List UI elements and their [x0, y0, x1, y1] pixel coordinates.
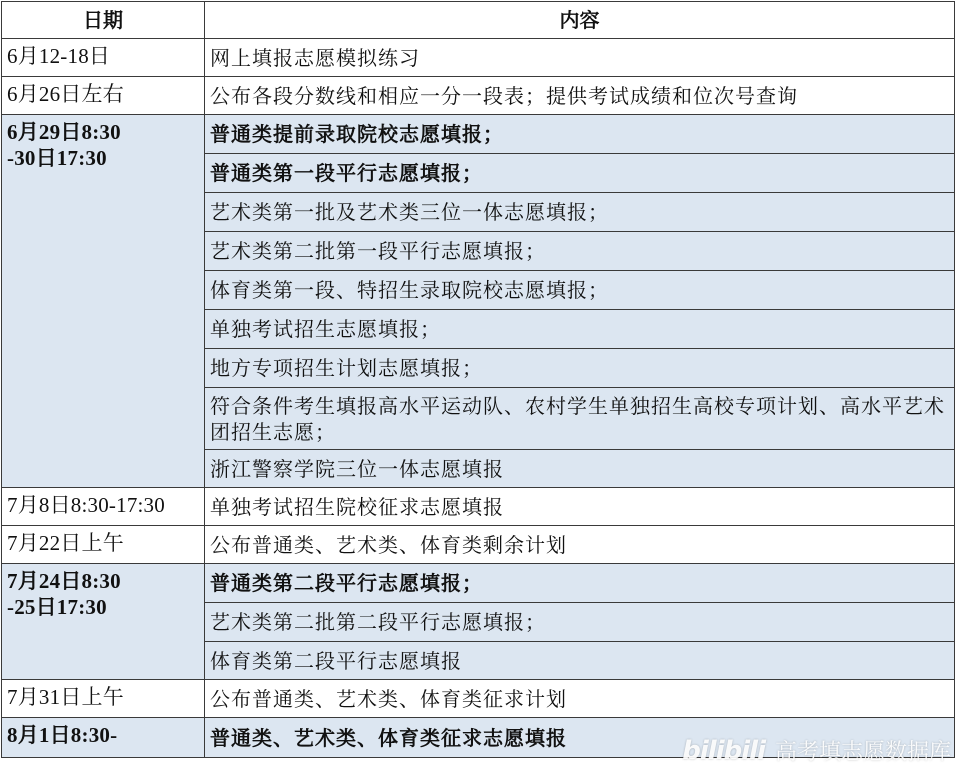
- date-line: 6月29日8:30: [7, 120, 121, 144]
- content-cell: 普通类第一段平行志愿填报；: [205, 154, 955, 193]
- date-cell: 7月22日上午: [2, 526, 205, 564]
- date-cell: [2, 115, 205, 488]
- date-cell: 7月31日上午: [2, 680, 205, 718]
- content-cell: 艺术类第二批第一段平行志愿填报；: [205, 232, 955, 271]
- content-cell: 体育类第二段平行志愿填报: [205, 642, 955, 680]
- content-cell: 单独考试招生院校征求志愿填报: [205, 488, 955, 526]
- table-row: [2, 564, 955, 603]
- table-row: [2, 488, 955, 526]
- content-cell: 公布普通类、艺术类、体育类征求计划: [205, 680, 955, 718]
- date-line: 7月24日8:30: [7, 569, 121, 593]
- content-cell: 公布各段分数线和相应一分一段表；提供考试成绩和位次号查询: [205, 77, 955, 115]
- date-line: -30日17:30: [7, 146, 107, 170]
- content-cell: 普通类、艺术类、体育类征求志愿填报: [205, 718, 955, 758]
- content-cell: 单独考试招生志愿填报；: [205, 310, 955, 349]
- table-row: [2, 39, 955, 77]
- table-row: [2, 115, 955, 154]
- content-cell: 普通类第二段平行志愿填报；: [205, 564, 955, 603]
- table-row: [2, 680, 955, 718]
- content-cell: 艺术类第二批第二段平行志愿填报；: [205, 603, 955, 642]
- content-cell: 普通类提前录取院校志愿填报；: [205, 115, 955, 154]
- content-cell: 公布普通类、艺术类、体育类剩余计划: [205, 526, 955, 564]
- date-line: -25日17:30: [7, 595, 107, 619]
- header-content: 内容: [205, 2, 955, 39]
- content-cell: 浙江警察学院三位一体志愿填报: [205, 450, 955, 488]
- content-cell: 符合条件考生填报高水平运动队、农村学生单独招生高校专项计划、高水平艺术团招生志愿；: [205, 388, 955, 450]
- content-cell: 艺术类第一批及艺术类三位一体志愿填报；: [205, 193, 955, 232]
- date-cell: 7月8日8:30-17:30: [2, 488, 205, 526]
- date-cell: 8月1日8:30-: [2, 718, 205, 758]
- content-cell: 网上填报志愿模拟练习: [205, 39, 955, 77]
- table-row: [2, 718, 955, 758]
- content-cell: 地方专项招生计划志愿填报；: [205, 349, 955, 388]
- date-cell: 6月12-18日: [2, 39, 205, 77]
- bilibili-logo: bilibili: [682, 735, 765, 766]
- admission-schedule-table: [1, 1, 955, 758]
- date-cell: [2, 564, 205, 680]
- table-header-row: [2, 2, 955, 39]
- watermark-text: 高考填志愿数据库: [774, 740, 951, 765]
- content-cell: 体育类第一段、特招生录取院校志愿填报；: [205, 271, 955, 310]
- table-row: [2, 526, 955, 564]
- table-row: [2, 77, 955, 115]
- date-cell: 6月26日左右: [2, 77, 205, 115]
- header-date: 日期: [2, 2, 205, 39]
